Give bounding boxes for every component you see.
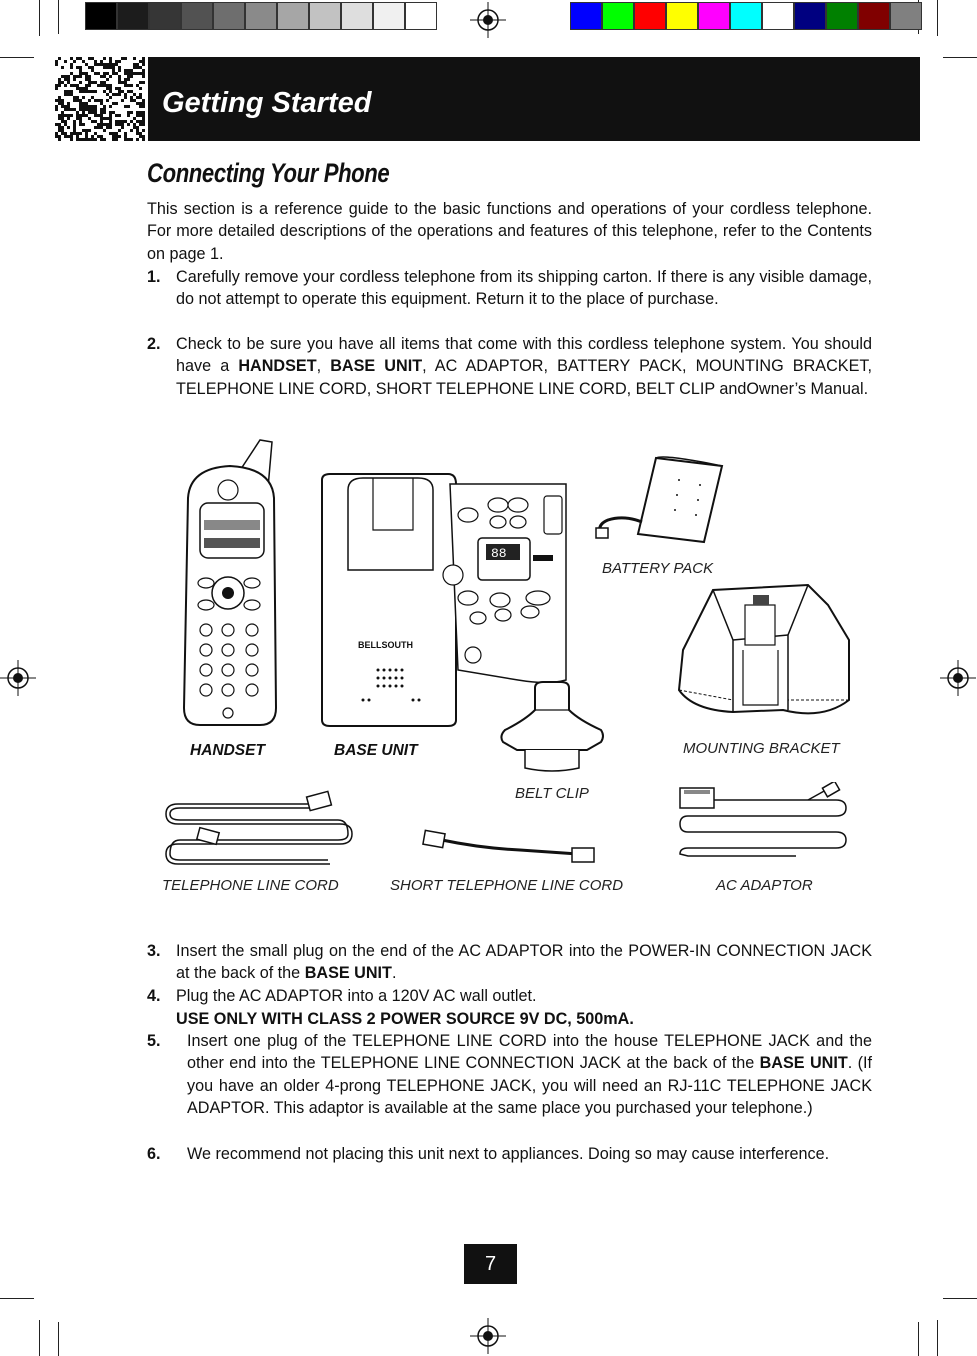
intro-paragraph: This section is a reference guide to the basic functions and operations of your cordless telephone. For more detailed descriptions of the operations and features of this telephone, refer to the Contents on page 1. (147, 200, 872, 263)
step-text-part: Insert one plug of the TELEPHONE LINE CORD into the house TELEPHONE JACK and the other end into the TELEPHONE LINE CONNECTION JACK at the back of the (187, 1032, 872, 1073)
color-swatch (213, 2, 245, 30)
page-title: Getting Started (162, 87, 372, 119)
color-swatch (277, 2, 309, 30)
color-swatch (698, 2, 730, 30)
color-swatch (117, 2, 149, 30)
page-number: 7 (464, 1244, 517, 1284)
crop-mark (39, 0, 40, 36)
step-number: 6. (147, 1145, 161, 1163)
emphasis: BASE UNIT (304, 964, 392, 983)
color-swatch (570, 2, 602, 30)
color-swatch (826, 2, 858, 30)
step-text: We recommend not placing this unit next to appliances. Doing so may cause interference. (187, 1145, 830, 1163)
step-text: Carefully remove your cordless telephone from its shipping carton. If there is any visible damage, do not attempt to operate this equipment. Return it to the place of purchase. (176, 268, 872, 309)
color-swatch (245, 2, 277, 30)
step-number: 5. (147, 1032, 161, 1050)
label-telephone-line-cord: TELEPHONE LINE CORD (162, 877, 339, 894)
step-text (176, 940, 872, 985)
brand-logo: BELLSOUTH (358, 640, 413, 650)
emphasis: BASE UNIT (330, 357, 423, 376)
power-source-warning: USE ONLY WITH CLASS 2 POWER SOURCE 9V DC, 500mA. (176, 1010, 634, 1028)
label-battery-pack: BATTERY PACK (602, 560, 714, 577)
color-swatch (858, 2, 890, 30)
crop-mark (937, 1320, 938, 1356)
label-ac-adaptor: AC ADAPTOR (716, 877, 813, 894)
label-belt-clip: BELT CLIP (515, 785, 589, 802)
registration-mark-icon (0, 660, 36, 696)
battery-pack-illustration (594, 450, 729, 550)
mounting-bracket-illustration (673, 580, 853, 730)
crop-mark (943, 57, 977, 58)
crop-mark (58, 1322, 59, 1356)
step-text-part: . (If you have an older 4-prong TELEPHONE JACK, you will need an RJ-11C TELEPHONE JACK ADAPTOR. This adaptor is available at the same place you purchased your telephone.) (187, 1054, 872, 1118)
label-handset: HANDSET (190, 742, 265, 759)
step-text-part: Check to be sure you have all items that come with this cordless telephone system. You should have a (176, 335, 872, 376)
step-number: 4. (147, 987, 161, 1005)
step-text: Plug the AC ADAPTOR into a 120V AC wall outlet. (176, 987, 537, 1005)
step-number: 2. (147, 335, 161, 353)
section-title: Connecting Your Phone (147, 158, 390, 188)
label-short-telephone-line-cord: SHORT TELEPHONE LINE CORD (390, 877, 624, 894)
color-swatch-bar (570, 2, 922, 30)
step-text (187, 1030, 872, 1120)
color-swatch (634, 2, 666, 30)
ac-adaptor-illustration (676, 782, 854, 862)
step-text-part: , (316, 357, 331, 376)
step-text-part: , AC ADAPTOR, BATTERY PACK, MOUNTING BRACKET, TELEPHONE LINE CORD, SHORT TELEPHONE LINE CORD, BELT CLIP andOwner’s Manual. (176, 357, 872, 398)
color-swatch (181, 2, 213, 30)
emphasis: BASE UNIT (759, 1054, 848, 1073)
belt-clip-illustration (495, 680, 610, 775)
color-swatch (373, 2, 405, 30)
color-swatch (309, 2, 341, 30)
short-telephone-line-cord-illustration (420, 828, 600, 868)
label-mounting-bracket: MOUNTING BRACKET (683, 740, 840, 757)
color-swatch (149, 2, 181, 30)
color-swatch (730, 2, 762, 30)
crop-mark (0, 57, 34, 58)
pattern-block (55, 57, 145, 141)
crop-mark (918, 1322, 919, 1356)
registration-mark-icon (470, 1318, 506, 1354)
step-number: 3. (147, 942, 161, 960)
registration-mark-icon (470, 2, 506, 38)
registration-mark-icon (940, 660, 976, 696)
color-swatch (405, 2, 437, 30)
color-swatch (341, 2, 373, 30)
color-swatch (666, 2, 698, 30)
handset-illustration (180, 438, 280, 728)
telephone-line-cord-illustration (160, 782, 360, 872)
crop-mark (943, 1298, 977, 1299)
color-swatch (794, 2, 826, 30)
crop-mark (0, 1298, 34, 1299)
emphasis: HANDSET (238, 357, 317, 376)
color-swatch (890, 2, 922, 30)
label-base-unit: BASE UNIT (334, 742, 418, 759)
color-swatch (762, 2, 794, 30)
step-text-part: . (391, 964, 397, 983)
crop-mark (58, 0, 59, 34)
step-number: 1. (147, 268, 161, 286)
crop-mark (39, 1320, 40, 1356)
crop-mark (937, 0, 938, 36)
color-swatch (85, 2, 117, 30)
gray-swatch-bar (85, 2, 437, 30)
header-bar (148, 57, 920, 141)
step-text (176, 333, 872, 400)
step-text-part: Insert the small plug on the end of the AC ADAPTOR into the POWER-IN CONNECTION JACK at the back of the (176, 942, 872, 983)
color-swatch (602, 2, 634, 30)
display-readout: 88 (491, 546, 507, 561)
